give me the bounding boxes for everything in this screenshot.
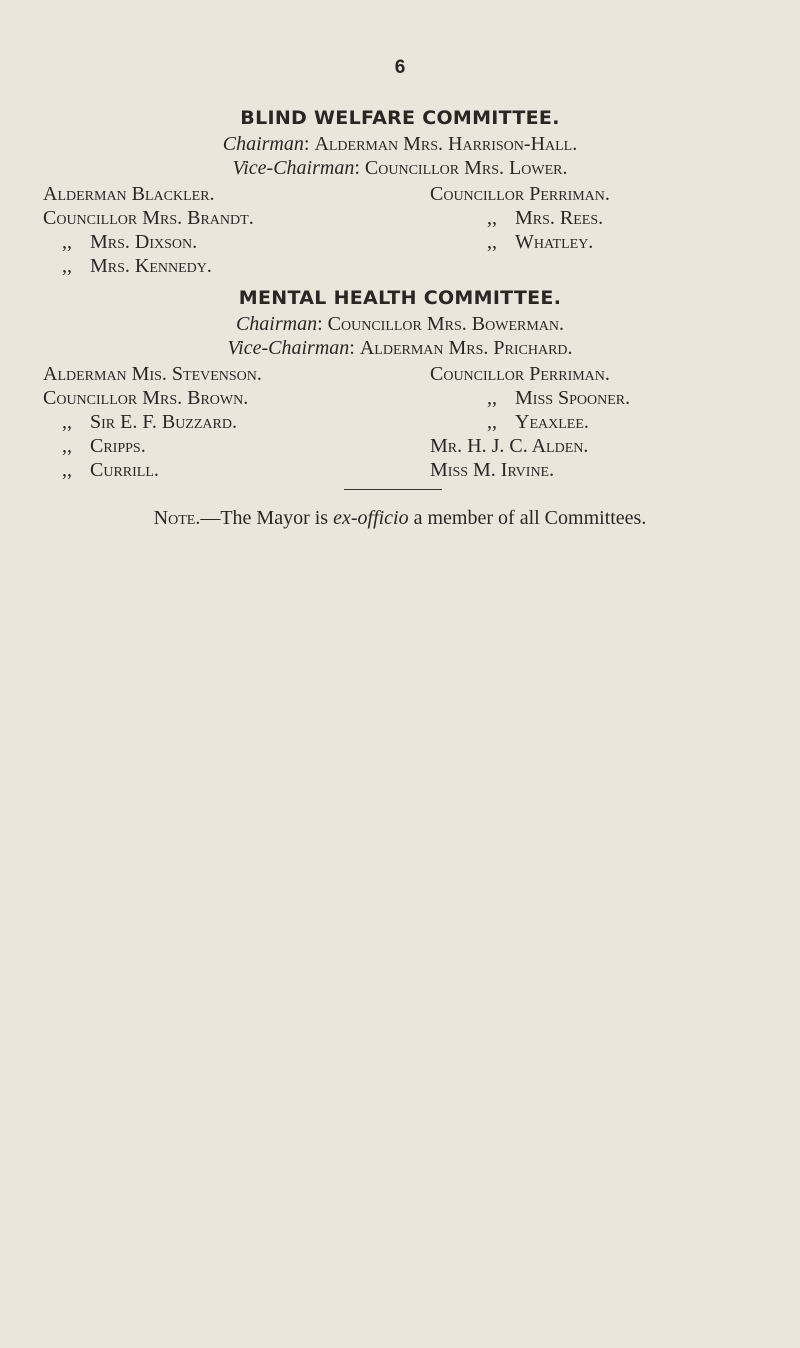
vice-chairman-role: Vice-Chairman [232,157,355,179]
member-name: Whatley. [515,231,594,253]
member-row [62,230,197,254]
member-name: Cripps. [90,435,146,457]
member-name: Sir E. F. Buzzard. [90,411,237,433]
ditto-mark: ,, [62,255,72,277]
ditto-mark: ,, [487,207,497,229]
chairman-line: Chairman: Alderman Mrs. Harrison-Hall. [222,133,578,155]
note-text-after: a member of all Committees. [408,507,647,529]
ditto-mark: ,, [62,459,72,481]
vice-chairman-role: Vice-Chairman [227,337,350,359]
note-label: Note. [153,507,201,529]
member-name: Councillor Mrs. Brown. [43,387,249,409]
vice-chairman-name: Alderman Mrs. Prichard. [359,337,573,359]
member-row [62,434,146,458]
ditto-mark: ,, [487,387,497,409]
member-row [62,410,237,434]
member-name: Currill. [90,459,159,481]
footnote [0,507,800,530]
note-italic: ex-officio [333,507,409,529]
ditto-mark: ,, [62,231,72,253]
vice-chairman-line: Vice-Chairman: Councillor Mrs. Lower. [232,157,568,179]
ditto-mark: ,, [62,435,72,457]
chairman-name: Councillor Mrs. Bowerman. [327,313,565,335]
ditto-mark: ,, [62,411,72,433]
page-number: 6 [394,57,406,78]
member-name: Mr. H. J. C. Alden. [430,435,589,457]
member-row [62,458,159,482]
committee-title: BLIND WELFARE COMMITTEE. [240,107,560,129]
vice-chairman-name: Councillor Mrs. Lower. [364,157,568,179]
member-row [62,254,212,278]
member-row [487,206,603,230]
ditto-mark: ,, [487,411,497,433]
member-name: Councillor Mrs. Brandt. [43,207,254,229]
note-text-before: The Mayor is [220,507,334,529]
chairman-name: Alderman Mrs. Harrison-Hall. [314,133,578,155]
member-name: Yeaxlee. [515,411,589,433]
member-name: Miss Spooner. [515,387,631,409]
vice-chairman-line: Vice-Chairman: Alderman Mrs. Prichard. [227,337,573,359]
member-name: Mrs. Kennedy. [90,255,212,277]
ditto-mark: ,, [487,231,497,253]
member-name: Mrs. Rees. [515,207,604,229]
chairman-line: Chairman: Councillor Mrs. Bowerman. [235,313,565,335]
committee-title: MENTAL HEALTH COMMITTEE. [238,287,562,309]
member-name: Miss M. Irvine. [430,459,555,481]
member-row [487,410,589,434]
member-name: Alderman Blackler. [43,183,215,205]
section-divider [344,489,442,490]
member-name: Alderman Mis. Stevenson. [43,363,262,385]
member-row [487,386,630,410]
chairman-role: Chairman [235,313,318,335]
chairman-role: Chairman [222,133,304,155]
member-name: Councillor Perriman. [430,183,610,205]
member-row [487,230,593,254]
note-dash: — [200,507,221,529]
member-name: Councillor Perriman. [430,363,610,385]
member-name: Mrs. Dixson. [90,231,198,253]
